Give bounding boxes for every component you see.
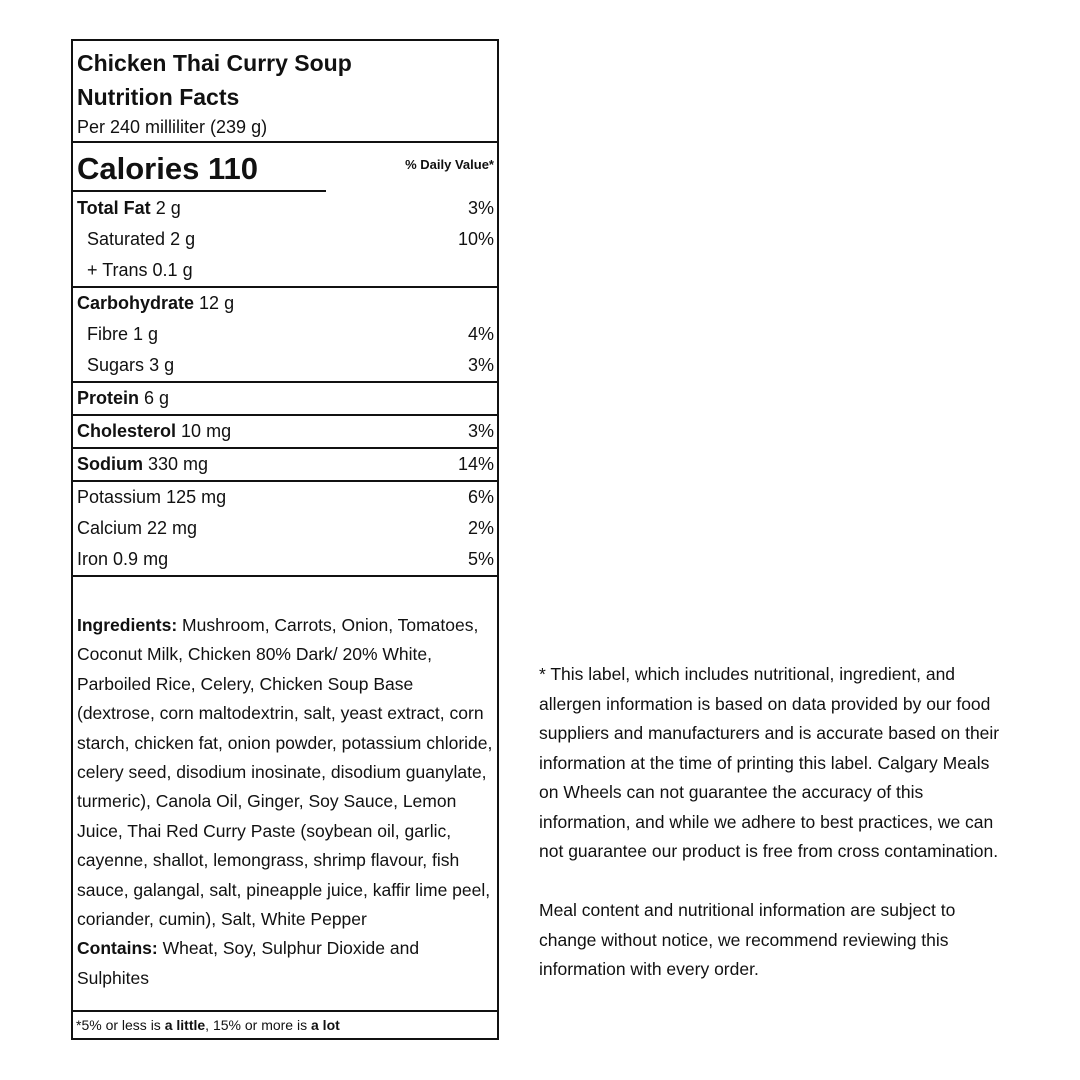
nutrient-amount: 6 g — [144, 388, 170, 408]
label-header — [73, 41, 497, 141]
nutrient-dv: 2% — [467, 518, 494, 538]
contains-text: Wheat, Soy, Sulphur Dioxide and Sulphites — [77, 938, 420, 988]
ingredients — [73, 611, 497, 934]
nutrient-amount: 22 mg — [147, 518, 198, 538]
calories-row — [73, 143, 497, 193]
nutrient-row-total-fat — [73, 193, 497, 224]
nutrient-amount: 2 g — [170, 229, 196, 249]
nutrient-row-saturated — [73, 224, 497, 255]
nutrient-dv: 3% — [467, 421, 494, 441]
nutrient-row-fibre — [73, 319, 497, 350]
nutrient-text — [77, 198, 181, 219]
calories-label: Calories — [77, 151, 200, 186]
calories-underline — [73, 190, 326, 192]
nutrient-name: Protein — [77, 388, 140, 408]
nutrient-dv: 3% — [467, 198, 494, 218]
ingredients-text: Mushroom, Carrots, Onion, Tomatoes, Coconut Milk, Chicken 80% Dark/ 20% White, Parboiled Rice, Celery, Chicken Soup Base (dextrose, corn maltodextrin, salt, yeast extract, corn starch, chicken fat, onion powder, potassium chloride, celery seed, disodium inosinate, disodium guanylate, turmeric), Canola Oil, Ginger, Soy Sauce, Lemon Juice, Thai Red Curry Paste (soybean oil, garlic, cayenne, shallot, lemongrass, shrimp flavour, fish sauce, galangal, salt, pineapple juice, kaffir lime peel, coriander, cumin), Salt, White Pepper — [77, 615, 493, 930]
contains-label: Contains: — [77, 938, 158, 959]
disclaimer — [539, 660, 1009, 985]
disclaimer-paragraph-1: * This label, which includes nutritional, ingredient, and allergen information is based on data provided by our food suppliers and manufacturers and is accurate based on their information at the time of printing this label. Calgary Meals on Wheels can not guarantee the accuracy of this information, and while we adhere to best practices, we can not guarantee our product is free from cross contamination. — [539, 664, 1000, 861]
nutrient-row-iron — [73, 544, 497, 575]
nutrient-name: Saturated — [87, 229, 166, 249]
nutrient-name: Potassium — [77, 487, 162, 507]
nutrient-text — [87, 324, 158, 345]
nutrient-row-trans — [73, 255, 497, 286]
nutrient-dv: 6% — [467, 487, 494, 507]
serving-size: Per 240 milliliter (239 g) — [77, 117, 268, 137]
product-name: Chicken Thai Curry Soup — [77, 50, 352, 76]
nutrient-row-potassium — [73, 480, 497, 513]
nutrient-row-carbohydrate — [73, 286, 497, 319]
nutrient-name: Carbohydrate — [77, 293, 195, 313]
calories-value: 110 — [207, 151, 258, 186]
nutrient-name: Sugars — [87, 355, 145, 375]
spacer — [73, 575, 497, 611]
nutrient-dv: 10% — [457, 229, 494, 249]
nutrient-name: + Trans — [87, 260, 148, 280]
nutrient-dv: 5% — [467, 549, 494, 569]
nutrient-name: Sodium — [77, 454, 143, 474]
nutrient-row-sodium — [73, 447, 497, 480]
daily-value-header: % Daily Value* — [405, 157, 494, 172]
nutrient-text — [77, 388, 169, 409]
contains — [73, 934, 497, 993]
footnote-middle: , 15% or more is — [205, 1017, 311, 1033]
nutrient-amount: 1 g — [133, 324, 159, 344]
footnote-prefix: *5% or less is — [76, 1017, 165, 1033]
nutrient-dv: 4% — [467, 324, 494, 344]
nutrient-text — [77, 549, 168, 570]
nutrient-dv: 3% — [467, 355, 494, 375]
nutrient-amount: 2 g — [155, 198, 181, 218]
nutrient-text — [77, 487, 226, 508]
nutrient-row-calcium — [73, 513, 497, 544]
nutrient-amount: 10 mg — [181, 421, 232, 441]
nutrient-text — [77, 454, 208, 475]
nutrient-amount: 12 g — [199, 293, 235, 313]
nutrient-text — [87, 355, 174, 376]
nutrient-amount: 0.1 g — [152, 260, 193, 280]
nutrition-label — [71, 39, 499, 1040]
ingredients-label: Ingredients: — [77, 615, 178, 635]
nutrient-text — [77, 518, 197, 539]
nutrient-amount: 330 mg — [148, 454, 209, 474]
nutrient-amount: 125 mg — [166, 487, 227, 507]
nutrient-text — [77, 421, 231, 442]
nutrient-row-protein — [73, 381, 497, 414]
nutrient-amount: 3 g — [149, 355, 175, 375]
nutrient-name: Calcium — [77, 518, 143, 538]
nutrient-row-cholesterol — [73, 414, 497, 447]
daily-value-footnote — [73, 1010, 497, 1038]
nutrient-name: Iron — [77, 549, 109, 569]
nutrient-text — [87, 260, 193, 281]
disclaimer-paragraph-2: Meal content and nutritional information are subject to change without notice, we recommend reviewing this information with every order. — [539, 900, 956, 979]
nutrient-text — [87, 229, 195, 250]
nutrition-facts-title: Nutrition Facts — [77, 84, 240, 110]
footnote-little: a little — [164, 1017, 206, 1033]
nutrient-name: Fibre — [87, 324, 129, 344]
calories — [77, 149, 258, 189]
footnote-lot: a lot — [311, 1017, 340, 1033]
nutrient-text — [77, 293, 234, 314]
nutrient-name: Cholesterol — [77, 421, 177, 441]
nutrient-row-sugars — [73, 350, 497, 381]
nutrient-amount: 0.9 mg — [113, 549, 169, 569]
nutrient-name: Total Fat — [77, 198, 151, 218]
nutrient-dv: 14% — [457, 454, 494, 474]
